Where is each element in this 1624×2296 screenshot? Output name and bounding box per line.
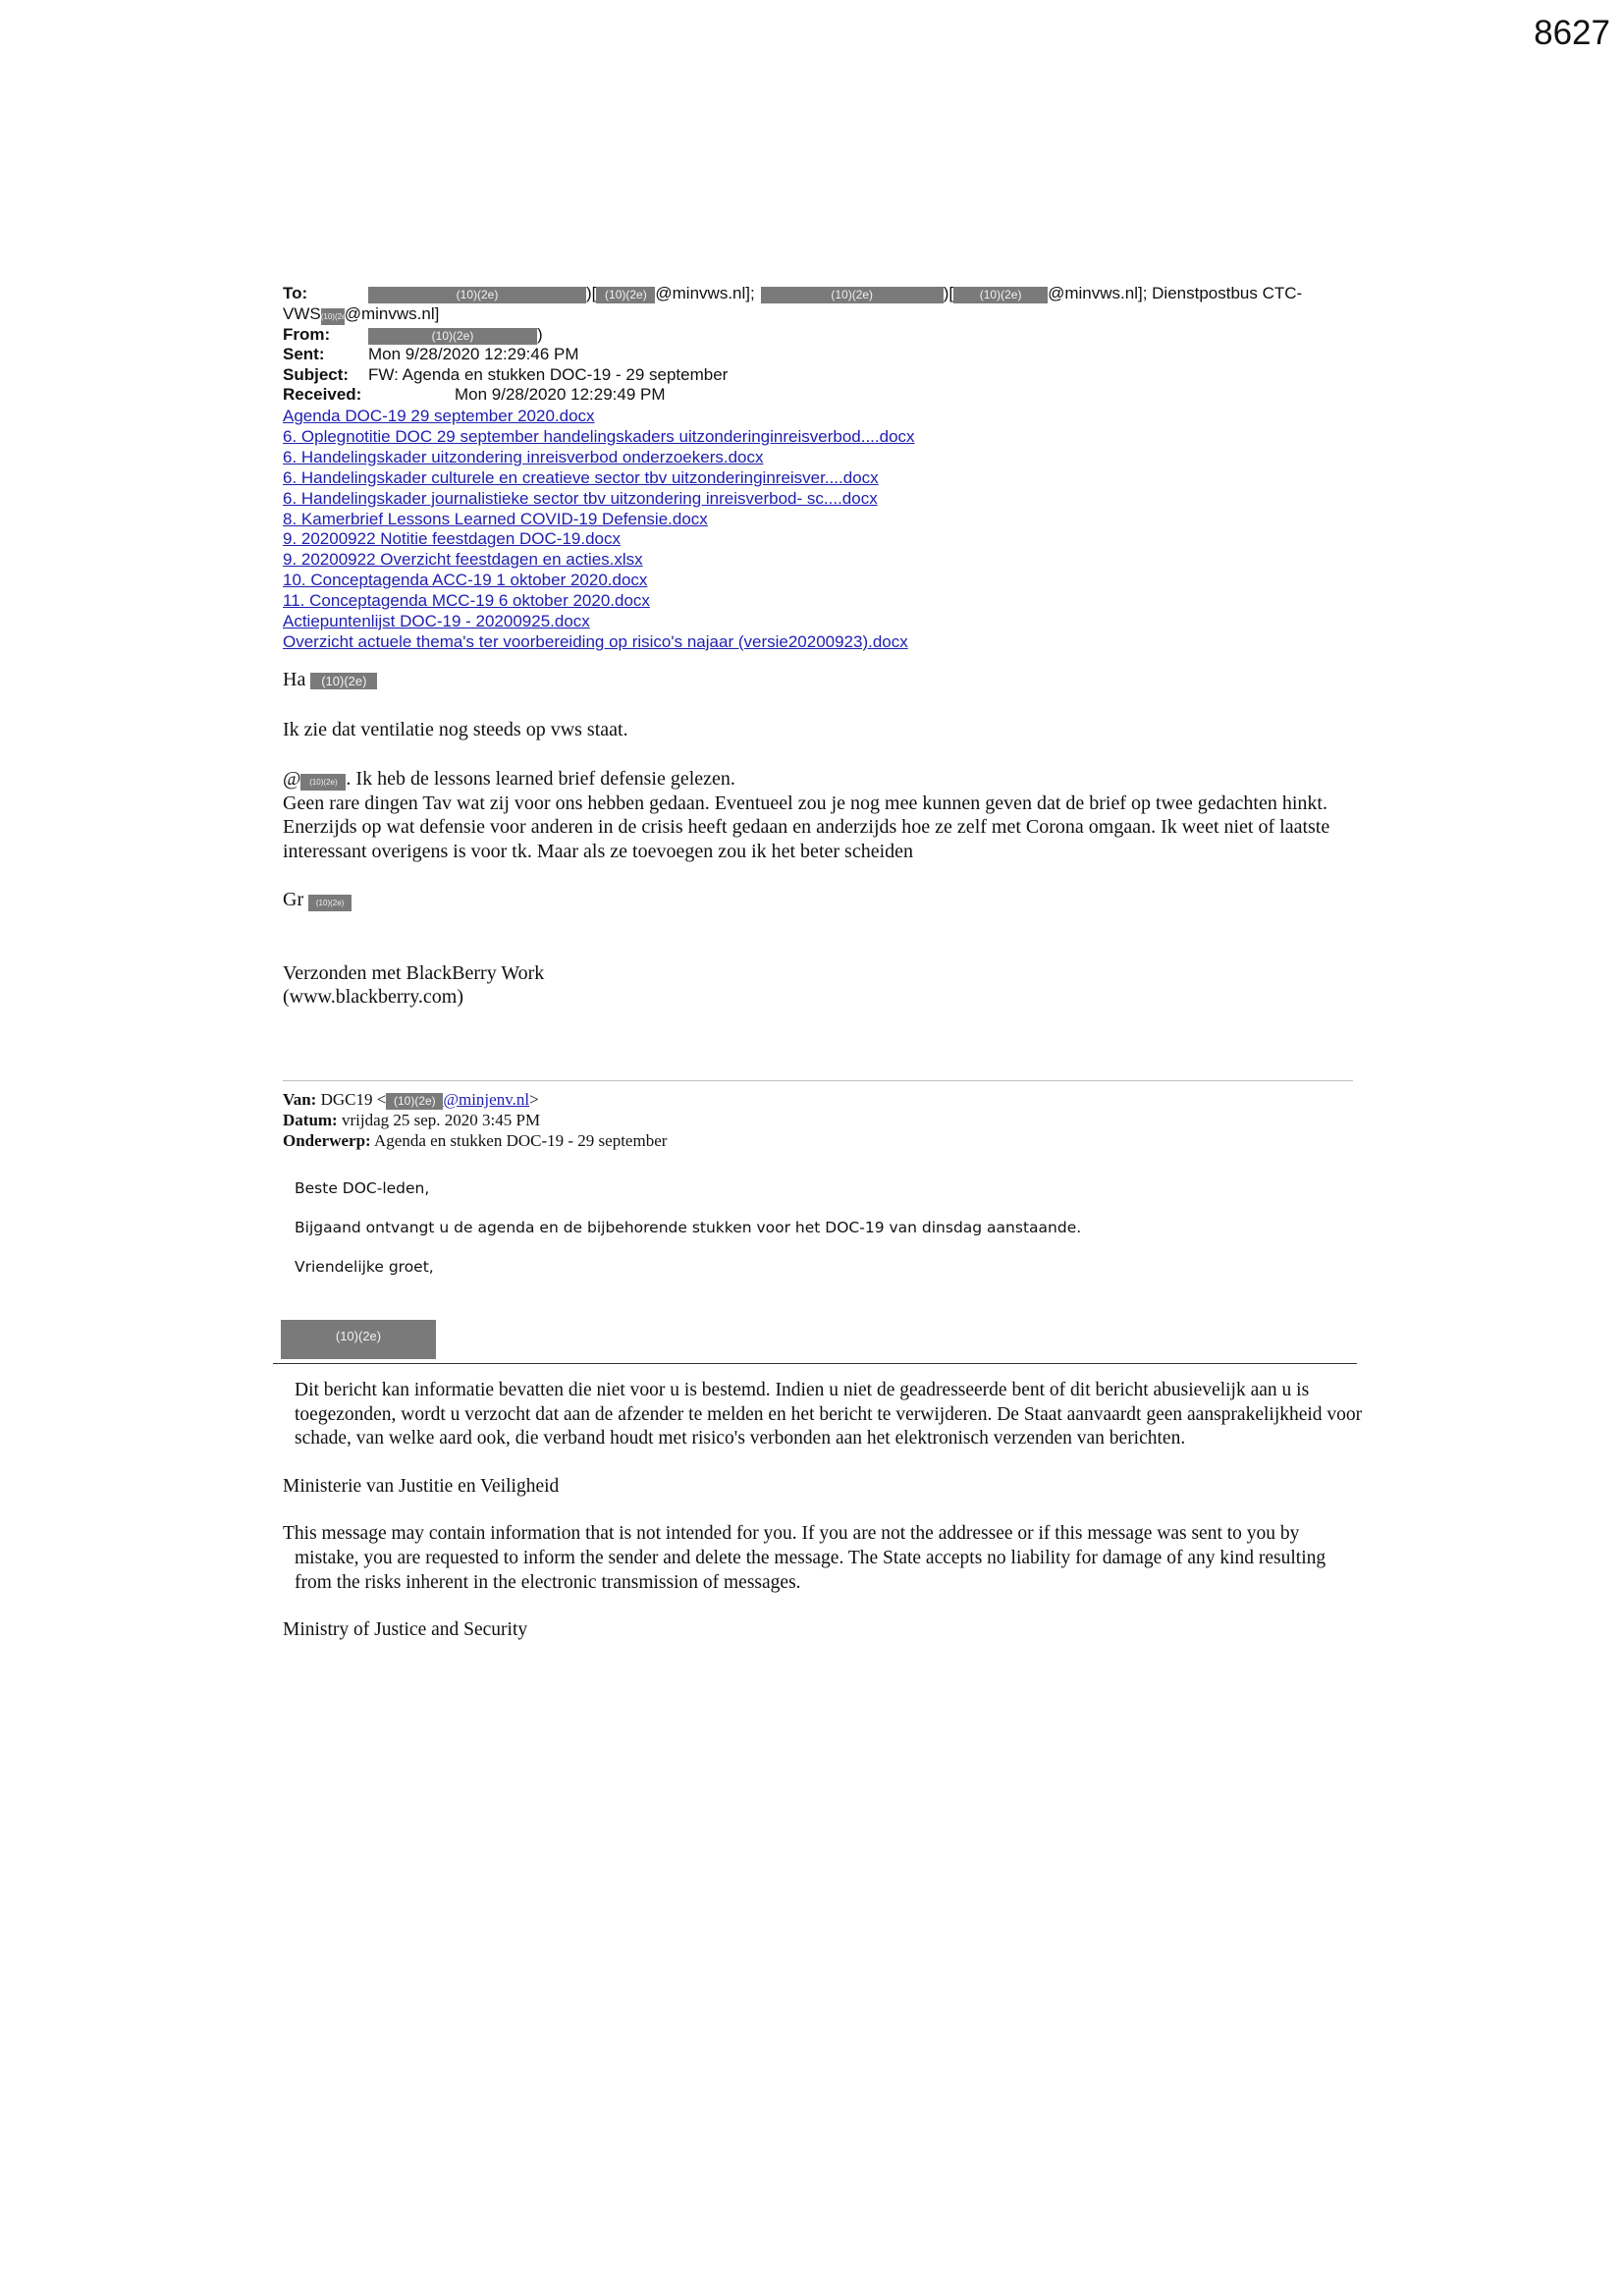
redaction: (10)(2e) [761, 287, 944, 303]
attachment-link[interactable]: 9. 20200922 Notitie feestdagen DOC-19.docx [283, 529, 622, 549]
to-text: VWS [283, 303, 321, 323]
attachment-link[interactable]: 6. Handelingskader uitzondering inreisverbod onderzoekers.docx [283, 447, 764, 466]
page-number: 8627 [1534, 14, 1610, 52]
greeting-text: Ha [283, 669, 306, 690]
attachment-link[interactable]: 6. Oplegnotitie DOC 29 september handelingskaders uitzonderinginreisverbod....docx [283, 426, 915, 446]
sent-value: Mon 9/28/2020 12:29:46 PM [368, 345, 579, 363]
email-body [283, 668, 1373, 1010]
to-label: To: [283, 284, 308, 302]
to-row [283, 284, 1373, 304]
divider [273, 1363, 1357, 1364]
to-text: )[ [586, 284, 597, 302]
disclaimer-nl: Dit bericht kan informatie bevatten die niet voor u is bestemd. Indien u niet de geadresseerde bent of dit bericht abusievelijk aan u is toegezonden, wordt u verzocht dat aan de afzender te melden en het bericht te verwijderen. De Staat aanvaardt geen aansprakelijkheid voor schade, van welke aard ook, die verband houdt met risico's verbonden aan het elektronisch verzenden van berichten. [295, 1380, 1363, 1449]
attachment-link[interactable]: 8. Kamerbrief Lessons Learned COVID-19 Defensie.docx [283, 509, 708, 528]
to-row-continued [283, 304, 1373, 325]
redaction: (10)(2e) [310, 673, 377, 689]
onderwerp-value: Agenda en stukken DOC-19 - 29 september [374, 1131, 668, 1150]
van-label: Van: [283, 1090, 317, 1109]
forwarded-header [283, 1080, 1353, 1151]
to-text: @minvws.nl] [344, 303, 440, 323]
body-text-inline: . Ik heb de lessons learned brief defensie gelezen. [346, 768, 735, 790]
onderwerp-label: Onderwerp: [283, 1131, 371, 1150]
redaction: (10)(2e) [953, 287, 1048, 303]
closing-text: Gr [283, 889, 304, 910]
datum-value: vrijdag 25 sep. 2020 3:45 PM [341, 1111, 541, 1129]
from-row [283, 325, 1373, 346]
disclaimer [283, 1379, 1363, 1643]
sent-label: Sent: [283, 345, 325, 363]
redaction: (10)(2e) [321, 308, 345, 325]
body-paragraph: Geen rare dingen Tav wat zij voor ons hebben gedaan. Eventueel zou je nog mee kunnen geven dat de brief op twee gedachten hinkt. [283, 792, 1327, 814]
van-close: > [529, 1090, 539, 1109]
sent-row [283, 345, 1373, 365]
redaction: (10)(2e) [308, 895, 352, 911]
disclaimer-en-org: Ministry of Justice and Security [283, 1619, 528, 1641]
datum-label: Datum: [283, 1111, 338, 1129]
onderwerp-row [283, 1130, 1353, 1151]
signature-redaction: (10)(2e) [281, 1320, 436, 1359]
van-name: DGC19 < [320, 1090, 387, 1109]
sent-with: Verzonden met BlackBerry Work [283, 961, 545, 984]
salutation: Beste DOC-leden, [295, 1179, 430, 1197]
at-sign: @ [283, 768, 301, 790]
sent-with-url: (www.blackberry.com) [283, 986, 463, 1008]
body-paragraph [283, 767, 1373, 792]
subject-value: FW: Agenda en stukken DOC-19 - 29 september [368, 364, 729, 384]
body-line: Ik zie dat ventilatie nog steeds op vws staat. [283, 718, 628, 740]
to-text: @minvws.nl]; [655, 284, 755, 302]
attachment-link[interactable]: Agenda DOC-19 29 september 2020.docx [283, 407, 595, 425]
attachment-link[interactable]: 10. Conceptagenda ACC-19 1 oktober 2020.docx [283, 571, 648, 590]
subject-row [283, 365, 1373, 386]
message-text: Bijgaand ontvangt u de agenda en de bijbehorende stukken voor het DOC-19 van dinsdag aanstaande. [295, 1219, 1082, 1236]
greeting [283, 668, 1373, 692]
to-text: )[ [943, 284, 954, 302]
forwarded-message [295, 1178, 1081, 1296]
redaction: (10)(2e) [368, 287, 586, 303]
redaction: (10)(2e) [596, 287, 655, 303]
attachment-link[interactable]: 11. Conceptagenda MCC-19 6 oktober 2020.docx [283, 591, 650, 611]
attachment-list [283, 407, 915, 653]
datum-row [283, 1110, 1353, 1130]
attachment-link[interactable]: 9. 20200922 Overzicht feestdagen en acties.xlsx [283, 550, 643, 570]
attachment-link[interactable]: Overzicht actuele thema's ter voorbereiding op risico's najaar (versie20200923).docx [283, 631, 908, 651]
regards: Vriendelijke groet, [295, 1258, 434, 1276]
closing [283, 888, 1373, 912]
redaction: (10)(2e) [300, 774, 346, 791]
body-paragraph: Enerzijds op wat defensie voor anderen in de crisis heeft gedaan en anderzijds hoe ze zelf met Corona omgaan. Ik weet niet of laatste interessant overigens is voor tk. Maar als ze toevoegen zou ik het beter scheiden [283, 816, 1330, 862]
van-row [283, 1089, 1353, 1110]
email-header [283, 284, 1373, 406]
attachment-link[interactable]: 6. Handelingskader journalistieke sector tbv uitzondering inreisverbod- sc....docx [283, 488, 878, 508]
van-email-link[interactable]: @minjenv.nl [443, 1090, 530, 1109]
attachment-link[interactable]: Actiepuntenlijst DOC-19 - 20200925.docx [283, 612, 590, 631]
disclaimer-nl-org: Ministerie van Justitie en Veiligheid [283, 1475, 560, 1497]
received-label: Received: [283, 385, 362, 404]
redaction: (10)(2e) [386, 1093, 443, 1110]
attachment-link[interactable]: 6. Handelingskader culturele en creatieve sector tbv uitzonderinginreisver....docx [283, 467, 879, 487]
subject-label: Subject: [283, 364, 350, 384]
received-row [283, 385, 1373, 406]
from-text: ) [537, 324, 543, 344]
from-label: From: [283, 324, 331, 344]
to-text: @minvws.nl]; Dienstpostbus CTC- [1048, 284, 1303, 302]
disclaimer-en: This message may contain information that is not intended for you. If you are not the addressee or if this message was sent to you by mistake, you are requested to inform the sender and delete the message. The State accepts no liability for damage of any kind resulting from the risks inherent in the electronic transmission of messages. [283, 1523, 1326, 1593]
received-value: Mon 9/28/2020 12:29:49 PM [455, 385, 666, 404]
redaction: (10)(2e) [368, 328, 537, 345]
